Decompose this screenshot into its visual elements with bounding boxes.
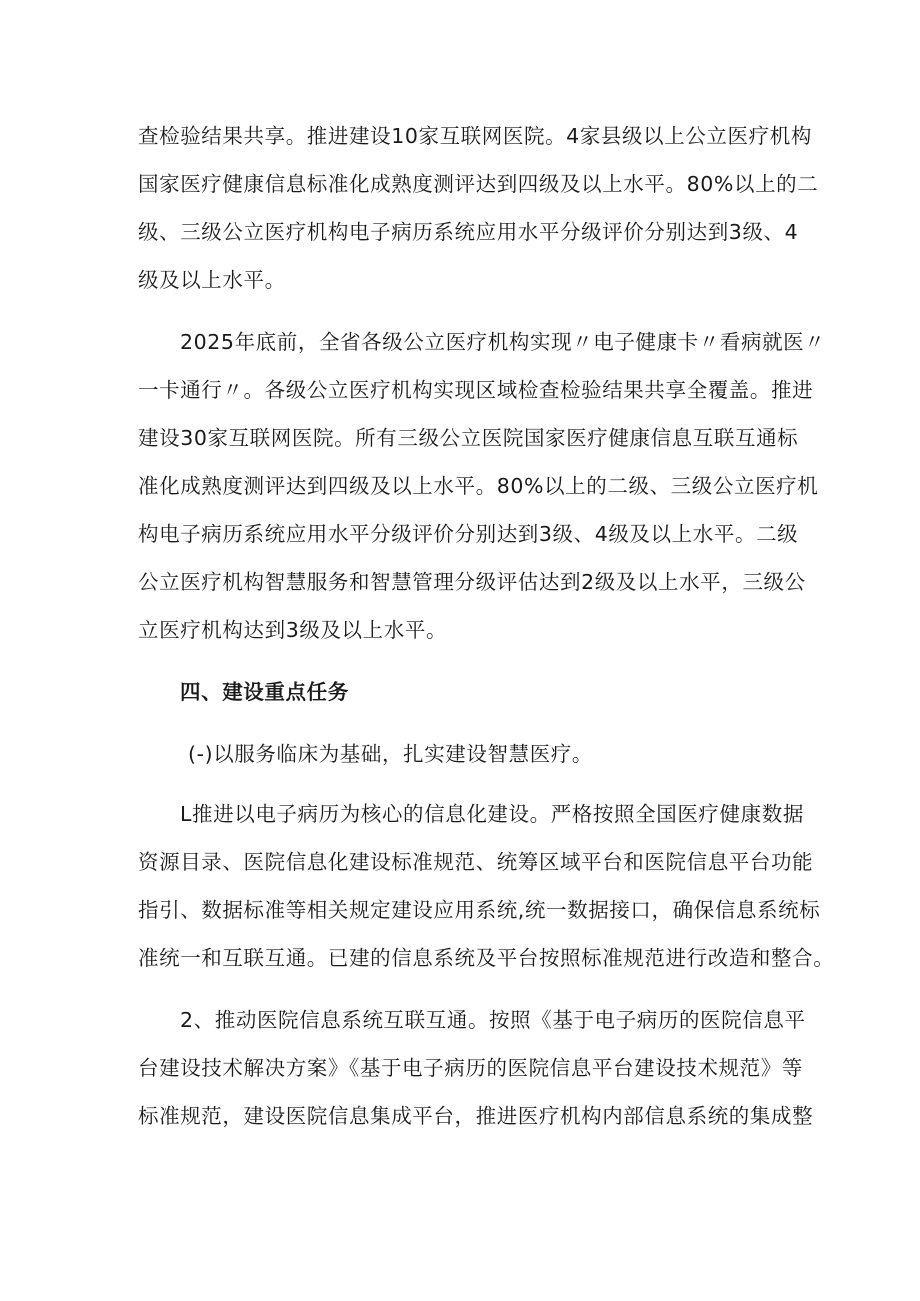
paragraph-2-line-1: 2025年底前，全省各级公立医疗机构实现〃电子健康卡〃看病就医〃 bbox=[180, 330, 826, 354]
paragraph-1-line-3: 级、三级公立医疗机构电子病历系统应用水平分级评价分别达到3级、4 bbox=[138, 220, 799, 244]
item-1-line-2: 资源目录、医院信息化建设标准规范、统筹区域平台和医院信息平台功能 bbox=[138, 850, 814, 874]
item-1-line-4: 准统一和互联互通。已建的信息系统及平台按照标准规范进行改造和整合。 bbox=[138, 946, 835, 970]
paragraph-2-line-7: 立医疗机构达到3级及以上水平。 bbox=[138, 618, 448, 642]
paragraph-1-line-1: 查检验结果共享。推进建设10家互联网医院。4家县级以上公立医疗机构 bbox=[138, 124, 812, 148]
paragraph-1-line-2: 国家医疗健康信息标准化成熟度测评达到四级及以上水平。80%以上的二 bbox=[138, 172, 819, 196]
item-1-line-1: L推进以电子病历为核心的信息化建设。严格按照全国医疗健康数据 bbox=[180, 802, 804, 826]
paragraph-2-line-3: 建设30家互联网医院。所有三级公立医院国家医疗健康信息互联互通标 bbox=[138, 426, 799, 450]
item-2-line-3: 标准规范，建设医院信息集成平台，推进医疗机构内部信息系统的集成整 bbox=[138, 1104, 814, 1128]
paragraph-1-line-4: 级及以上水平。 bbox=[138, 268, 286, 292]
item-2-line-2: 台建设技术解决方案》《基于电子病历的医院信息平台建设技术规范》等 bbox=[138, 1056, 803, 1080]
paragraph-2-line-2: 一卡通行〃。各级公立医疗机构实现区域检查检验结果共享全覆盖。推进 bbox=[138, 378, 814, 402]
paragraph-2-line-5: 构电子病历系统应用水平分级评价分别达到3级、4级及以上水平。二级 bbox=[138, 522, 799, 546]
paragraph-2-line-4: 准化成熟度测评达到四级及以上水平。80%以上的二级、三级公立医疗机 bbox=[138, 474, 819, 498]
section-heading: 四、建设重点任务 bbox=[180, 680, 349, 704]
paragraph-2-line-6: 公立医疗机构智慧服务和智慧管理分级评估达到2级及以上水平，三级公 bbox=[138, 570, 806, 594]
item-2-line-1: 2、推动医院信息系统互联互通。按照《基于电子病历的医院信息平 bbox=[180, 1008, 806, 1032]
sub-heading: (-)以服务临床为基础，扎实建设智慧医疗。 bbox=[188, 742, 593, 766]
item-1-line-3: 指引、数据标准等相关规定建设应用系统,统一数据接口，确保信息系统标 bbox=[138, 898, 821, 922]
